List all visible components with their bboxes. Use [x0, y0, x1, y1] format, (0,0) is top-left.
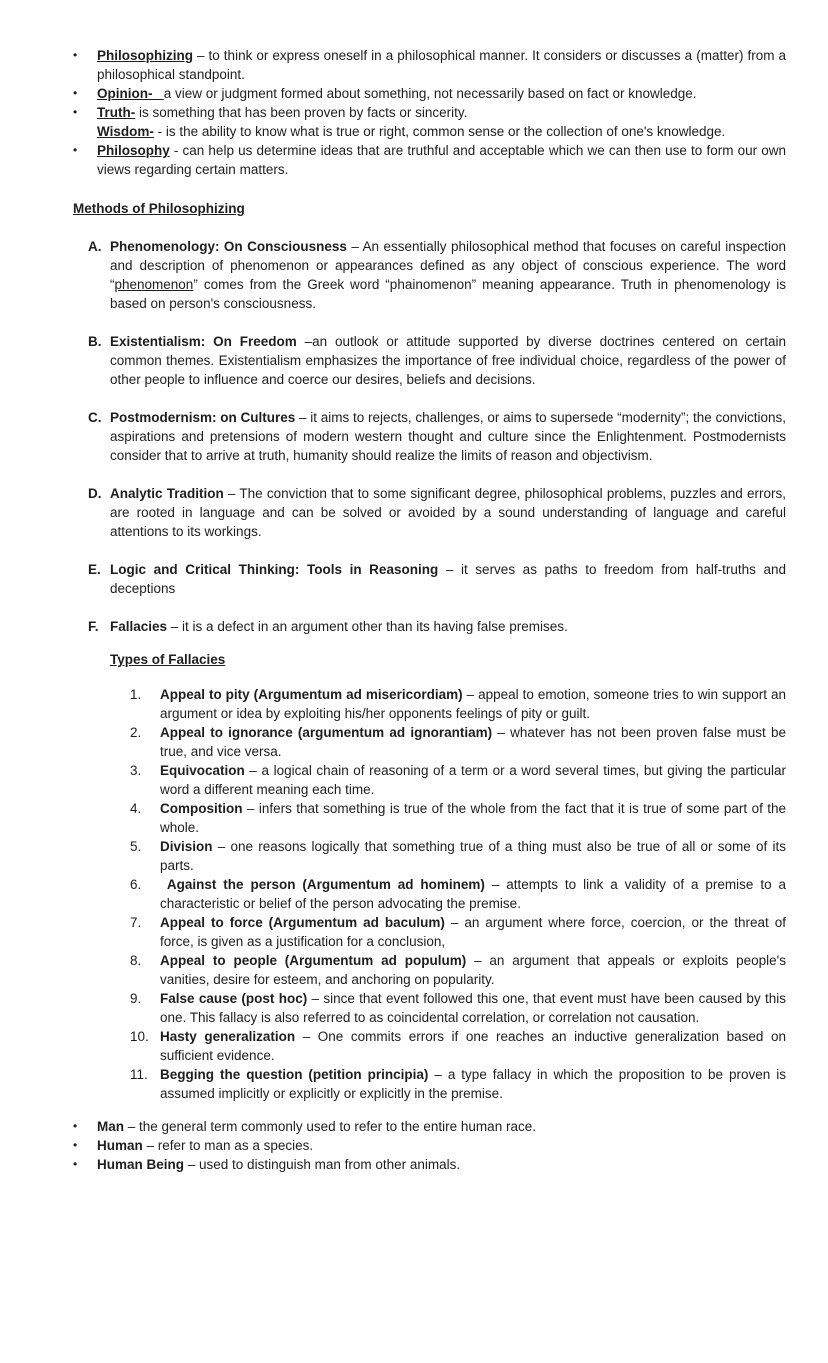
body-text: – it aims to rejects, challenges, or aims to supersede “modernity”; the convictions, aspirations and pretensions of modern western thought and culture since the Enlightenment. Postmodernists consider that to arrive at truth, humanity should realize the limits of reason and objectivism.: [110, 410, 786, 463]
paragraph: [160, 1065, 786, 1103]
paragraph: [160, 875, 786, 913]
item-text: [110, 237, 786, 313]
item-text: [97, 1117, 786, 1136]
item-label: 4.: [130, 801, 142, 816]
item-label: 2.: [130, 725, 142, 740]
method-item: [88, 408, 786, 465]
paragraph: [160, 989, 786, 1027]
item-label: F.: [88, 619, 99, 634]
item-text: [160, 723, 786, 761]
term-text: Fallacies: [110, 619, 168, 634]
bullet-glyph: •: [73, 1119, 78, 1133]
term-text: Begging the question (petition principia): [160, 1067, 429, 1082]
fallacy-item: [130, 989, 786, 1027]
paragraph: [97, 122, 786, 141]
bullet-glyph: •: [73, 48, 78, 62]
term-text: Division: [160, 839, 213, 854]
term-text: Philosophizing: [97, 48, 193, 63]
fallacy-item: [130, 1065, 786, 1103]
method-item: [88, 484, 786, 541]
paragraph: [97, 46, 786, 84]
item-text: [97, 46, 786, 84]
paragraph: [97, 141, 786, 179]
method-item: [88, 237, 786, 313]
term-text: Appeal to ignorance (argumentum ad ignorantiam): [160, 725, 493, 740]
term-item: [73, 1136, 786, 1155]
item-text: [160, 951, 786, 989]
paragraph: [160, 761, 786, 799]
body-text: – it is a defect in an argument other than its having false premises.: [167, 619, 568, 634]
bullet-glyph: •: [73, 105, 78, 119]
item-text: [160, 837, 786, 875]
item-text: [160, 875, 786, 913]
body-text: – refer to man as a species.: [142, 1138, 314, 1153]
paragraph: [160, 837, 786, 875]
term-text: False cause (post hoc): [160, 991, 308, 1006]
body-text: – the general term commonly used to refer to the entire human race.: [124, 1119, 536, 1134]
body-text: – to think or express oneself in a philosophical manner. It considers or discusses a (matter) from a philosophical standpoint.: [97, 48, 786, 82]
body-text: [152, 86, 163, 101]
term-text: Appeal to force (Argumentum ad baculum): [160, 915, 445, 930]
body-text: – a logical chain of reasoning of a term or a word several times, but giving the particular word a different meaning each time.: [160, 763, 786, 797]
paragraph: [110, 484, 786, 541]
fallacies-list: [130, 685, 786, 1103]
paragraph: [160, 951, 786, 989]
item-text: [160, 799, 786, 837]
item-text: [97, 1136, 786, 1155]
body-text: –an outlook or attitude supported by diverse doctrines centered on certain common themes. Existentialism emphasizes the importance of free individual choice, regardless of the power of other people to influence and coerce our desires, beliefs and decisions.: [110, 334, 786, 387]
paragraph: [110, 332, 786, 389]
fallacy-item: [130, 875, 786, 913]
term-text: Hasty generalization: [160, 1029, 296, 1044]
item-text: [160, 913, 786, 951]
body-text: – a type fallacy in which the proposition to be proven is assumed implicitly or explicitly or explicitly in the premise.: [160, 1067, 786, 1101]
item-label: 10.: [130, 1029, 149, 1044]
term-text: Appeal to pity (Argumentum ad misericordiam): [160, 687, 463, 702]
term-text: Composition: [160, 801, 243, 816]
item-text: [97, 141, 786, 179]
term-text: Truth-: [97, 105, 136, 120]
methods-list: [88, 237, 786, 636]
body-text: – infers that something is true of the whole from the fact that it is true of some part of the whole.: [160, 801, 786, 835]
body-text: phenomenon: [114, 277, 194, 292]
paragraph: [97, 1117, 786, 1136]
paragraph: [110, 617, 786, 636]
fallacy-item: [130, 837, 786, 875]
bullet-glyph: •: [73, 86, 78, 100]
term-text: Opinion-: [97, 86, 153, 101]
methods-heading: Methods of Philosophizing: [73, 201, 245, 216]
terms-list: [73, 1117, 786, 1174]
paragraph: [97, 1155, 786, 1174]
item-text: [110, 617, 786, 636]
fallacy-item: [130, 799, 786, 837]
paragraph: [160, 913, 786, 951]
definition-item: [73, 46, 786, 84]
item-text: [160, 989, 786, 1027]
item-label: 11.: [130, 1067, 148, 1082]
bullet-glyph: •: [73, 143, 78, 157]
item-label: 5.: [130, 839, 142, 854]
definition-item: [73, 141, 786, 179]
term-text: Equivocation: [160, 763, 245, 778]
term-item: [73, 1155, 786, 1174]
item-label: 6.: [130, 877, 142, 892]
body-text: ” comes from the Greek word “phainomenon” meaning appearance. Truth in phenomenology is based on person's consciousness.: [110, 277, 786, 311]
item-label: B.: [88, 334, 102, 349]
definition-item: [73, 103, 786, 141]
body-text: - can help us determine ideas that are truthful and acceptable which we can then use to form our own views regarding certain matters.: [97, 143, 786, 177]
paragraph: [97, 84, 786, 103]
item-text: [110, 332, 786, 389]
body-text: – one reasons logically that something true of a thing must also be true of all or some of its parts.: [160, 839, 786, 873]
item-label: 3.: [130, 763, 142, 778]
body-text: – attempts to link a validity of a premise to a characteristic or belief of the person advocating the premise.: [160, 877, 786, 911]
term-text: Wisdom-: [97, 124, 154, 139]
fallacies-heading: Types of Fallacies: [110, 652, 226, 667]
method-item: [88, 332, 786, 389]
term-text: Analytic Tradition: [110, 486, 224, 501]
definition-item: [73, 84, 786, 103]
paragraph: [160, 685, 786, 723]
term-text: Phenomenology: On Consciousness: [110, 239, 347, 254]
paragraph: [160, 799, 786, 837]
term-text: Postmodernism: on Cultures: [110, 410, 296, 425]
item-label: D.: [88, 486, 102, 501]
term-text: Against the person (Argumentum ad hominem): [160, 877, 485, 892]
body-text: – appeal to emotion, someone tries to win support an argument or idea by exploiting his/her opponents feelings of pity or guilt.: [160, 687, 786, 721]
bullet-glyph: •: [73, 1157, 78, 1171]
fallacy-item: [130, 685, 786, 723]
body-text: – it serves as paths to freedom from half-truths and deceptions: [110, 562, 786, 596]
body-text: – whatever has not been proven false must be true, and vice versa.: [160, 725, 786, 759]
paragraph: [110, 560, 786, 598]
body-text: - is the ability to know what is true or right, common sense or the collection of one's knowledge.: [153, 124, 726, 139]
term-text: Human Being: [97, 1157, 185, 1172]
item-text: [160, 1065, 786, 1103]
body-text: – used to distinguish man from other animals.: [184, 1157, 461, 1172]
item-label: 8.: [130, 953, 142, 968]
term-text: Existentialism: On Freedom: [110, 334, 297, 349]
body-text: – an argument where force, coercion, or the threat of force, is given as a justification for a conclusion,: [160, 915, 786, 949]
body-text: – An essentially philosophical method that focuses on careful inspection and description of phenomenon or appearances defined as any object of conscious experience. The word “: [110, 239, 786, 292]
body-text: – since that event followed this one, that event must have been caused by this one. This fallacy is also referred to as coincidental correlation, or correlation not causation.: [160, 991, 787, 1025]
definitions-list: [73, 46, 786, 179]
item-text: [110, 560, 786, 598]
item-text: [160, 1027, 786, 1065]
item-text: [160, 761, 786, 799]
item-label: 1.: [130, 687, 142, 702]
fallacy-item: [130, 723, 786, 761]
paragraph: [110, 408, 786, 465]
term-text: Philosophy: [97, 143, 170, 158]
method-item: [88, 617, 786, 636]
term-text: Logic and Critical Thinking: Tools in Reasoning: [110, 562, 439, 577]
item-label: E.: [88, 562, 101, 577]
bullet-glyph: •: [73, 1138, 78, 1152]
item-text: [110, 408, 786, 465]
paragraph: [160, 723, 786, 761]
body-text: – The conviction that to some significant degree, philosophical problems, puzzles and errors, are rooted in language and can be solved or avoided by a sound understanding of language and careful attentions to its workings.: [110, 486, 786, 539]
item-label: 7.: [130, 915, 142, 930]
term-item: [73, 1117, 786, 1136]
fallacy-item: [130, 761, 786, 799]
item-text: [97, 84, 786, 103]
fallacy-item: [130, 1027, 786, 1065]
fallacy-item: [130, 913, 786, 951]
item-text: [97, 1155, 786, 1174]
item-label: C.: [88, 410, 102, 425]
term-text: Man: [97, 1119, 124, 1134]
term-text: Appeal to people (Argumentum ad populum): [160, 953, 467, 968]
body-text: is something that has been proven by facts or sincerity.: [135, 105, 468, 120]
item-text: [97, 103, 786, 141]
body-text: a view or judgment formed about something, not necessarily based on fact or knowledge.: [163, 86, 697, 101]
item-text: [160, 685, 786, 723]
paragraph: [97, 1136, 786, 1155]
paragraph: [110, 237, 786, 313]
item-label: A.: [88, 239, 102, 254]
fallacy-item: [130, 951, 786, 989]
body-text: – One commits errors if one reaches an inductive generalization based on sufficient evidence.: [160, 1029, 786, 1063]
item-label: 9.: [130, 991, 142, 1006]
paragraph: [97, 103, 786, 122]
method-item: [88, 560, 786, 598]
body-text: – an argument that appeals or exploits people's vanities, desire for esteem, and anchoring on popularity.: [160, 953, 786, 987]
term-text: Human: [97, 1138, 143, 1153]
paragraph: [160, 1027, 786, 1065]
item-text: [110, 484, 786, 541]
